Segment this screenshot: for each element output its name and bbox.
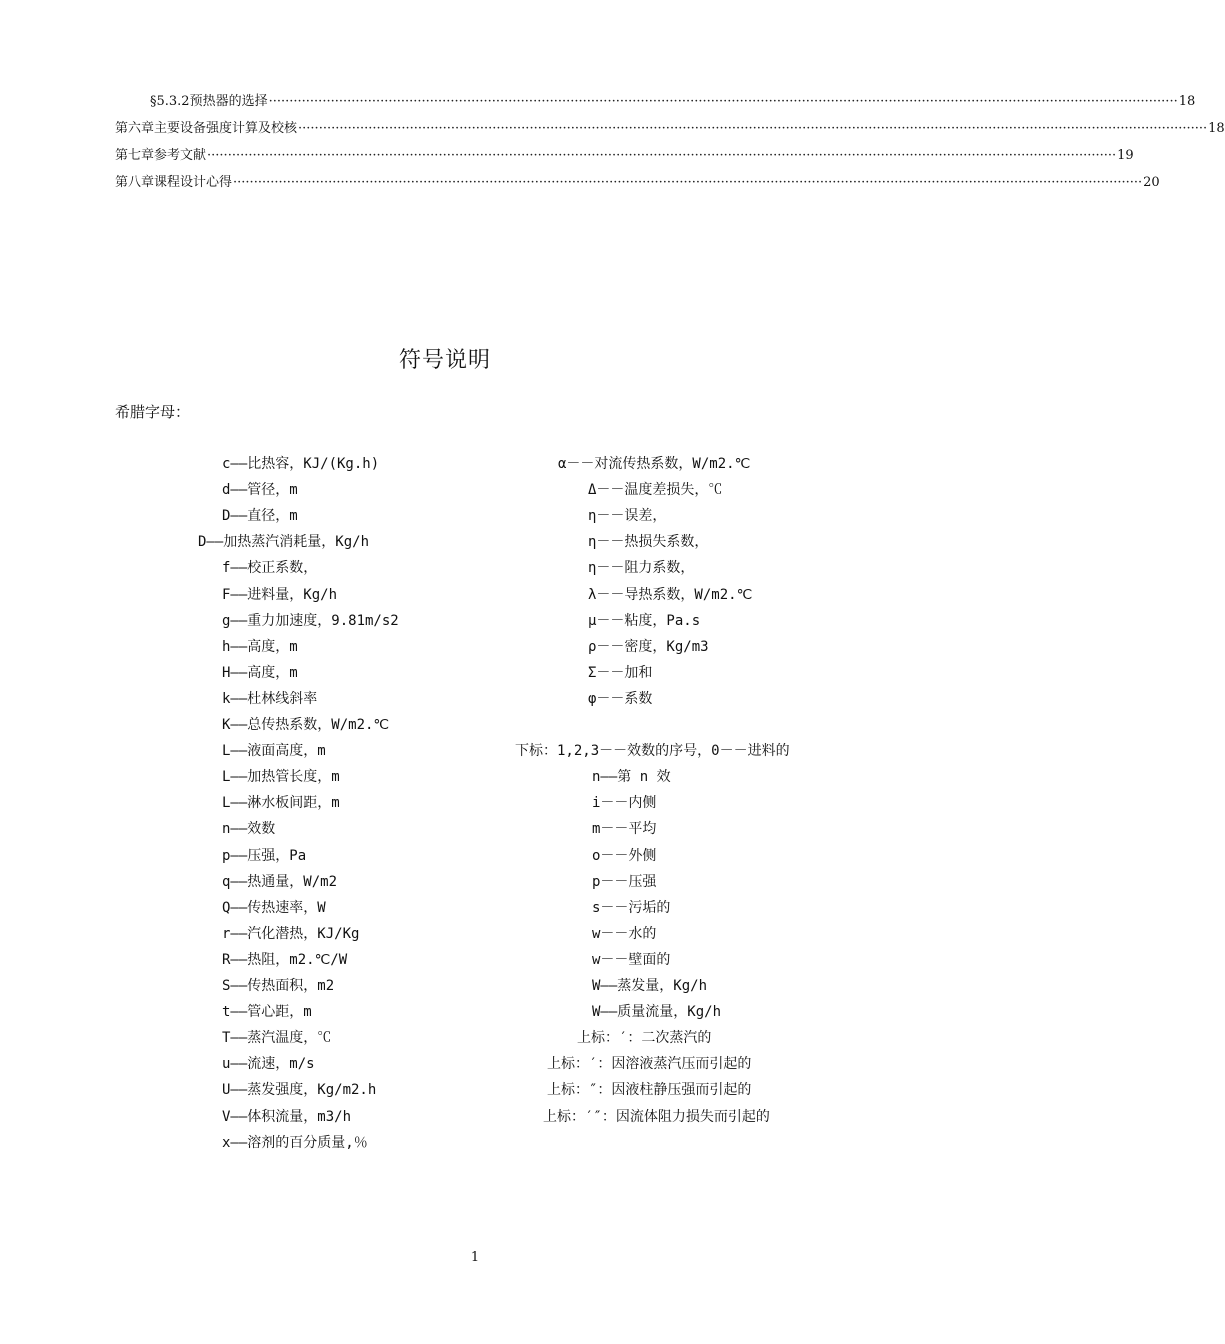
- toc-entry[interactable]: [115, 146, 1134, 173]
- subscript-definition: W——蒸发量，Kg/h: [592, 978, 708, 994]
- symbol-definition: D——加热蒸汽消耗量，Kg/h: [198, 534, 370, 551]
- symbol-definition: h——高度，m: [222, 638, 298, 655]
- toc-entry[interactable]: [115, 173, 1160, 200]
- subscript-definition: s－－污垢的: [592, 899, 671, 916]
- subscript-definition: n——第 n 效: [592, 769, 671, 786]
- greek-symbol-definition: η－－热损失系数，: [588, 534, 709, 551]
- symbol-definition: n——效数: [222, 821, 276, 838]
- symbol-definition: k——杜林线斜率: [222, 690, 318, 707]
- toc-entry[interactable]: [115, 92, 1196, 119]
- toc-leader-dots: ····························································································································································································································: [233, 175, 1143, 190]
- superscript-definition: 上标：′″：因流体阻力损失而引起的: [543, 1108, 770, 1125]
- symbol-definition: u——流速，m/s: [222, 1056, 315, 1073]
- greek-symbol-definition: α－－对流传热系数，W/m2.℃: [558, 456, 751, 472]
- toc-entry-number: §5.3.2: [150, 94, 190, 109]
- subscript-definition: w－－水的: [592, 925, 657, 942]
- symbol-definition: T——蒸汽温度，℃: [222, 1030, 332, 1047]
- toc-entry-number: 第六章: [115, 121, 155, 136]
- page-number: 1: [470, 1250, 480, 1265]
- toc-entry-title: 主要设备强度计算及校核: [154, 121, 298, 136]
- toc-leader-dots: ····························································································································································································································: [298, 121, 1208, 136]
- symbol-definition: q——热通量，W/m2: [222, 873, 338, 890]
- subscript-definition: p－－压强: [592, 873, 657, 890]
- symbol-definition: g——重力加速度，9.81m/s2: [222, 612, 399, 629]
- greek-symbol-definition: φ－－系数: [588, 690, 653, 707]
- symbol-definition: L——液面高度，m: [222, 743, 326, 760]
- toc-entry-page: 20: [1143, 175, 1160, 190]
- symbol-definition: c——比热容，KJ/(Kg.h): [222, 456, 380, 472]
- symbol-definition: Q——传热速率，W: [222, 899, 326, 916]
- subscript-definition: m－－平均: [592, 821, 657, 838]
- table-of-contents: [115, 92, 1225, 200]
- subscript-definition: i－－内侧: [592, 795, 657, 812]
- symbol-definition: F——进料量，Kg/h: [222, 586, 338, 603]
- toc-leader-dots: ····························································································································································································································: [207, 148, 1117, 163]
- toc-entry-number: 第七章: [115, 148, 155, 163]
- greek-symbol-definition: η－－误差，: [588, 508, 667, 525]
- symbol-definition: R——热阻，m2.℃/W: [222, 951, 348, 968]
- toc-leader-dots: ····························································································································································································································: [268, 94, 1178, 109]
- greek-symbol-definition: Δ－－温度差损失，℃: [588, 482, 723, 499]
- toc-entry-page: 18: [1208, 121, 1225, 136]
- symbol-definition: f——校正系数，: [222, 560, 318, 577]
- subscript-definition: W——质量流量，Kg/h: [592, 1004, 722, 1021]
- superscript-definition: 上标：″：因液柱静压强而引起的: [547, 1082, 752, 1099]
- toc-entry-title: 参考文献: [154, 148, 207, 163]
- symbol-definition: U——蒸发强度，Kg/m2.h: [222, 1082, 377, 1099]
- greek-symbol-definition: ρ－－密度，Kg/m3: [588, 638, 709, 655]
- symbol-definition: S——传热面积，m2: [222, 978, 335, 994]
- symbol-definition: H——高度，m: [222, 664, 298, 681]
- toc-entry-page: 18: [1178, 94, 1196, 109]
- symbol-definition: L——淋水板间距，m: [222, 795, 340, 812]
- symbol-definition: L——加热管长度，m: [222, 769, 340, 786]
- superscript-definition: 上标：′：二次蒸汽的: [577, 1030, 712, 1047]
- subscript-definition: w－－壁面的: [592, 951, 671, 968]
- symbol-definition: t——管心距，m: [222, 1004, 312, 1021]
- subscript-definition: o－－外侧: [592, 847, 657, 864]
- toc-entry[interactable]: [115, 119, 1225, 146]
- symbol-definition: r——汽化潜热，KJ/Kg: [222, 925, 360, 942]
- symbol-definition: x——溶剂的百分质量,％: [222, 1134, 368, 1151]
- superscript-definition: 上标：′：因溶液蒸汽压而引起的: [547, 1056, 752, 1073]
- greek-symbol-definition: μ－－粘度，Pa.s: [588, 612, 701, 629]
- greek-symbol-definition: Σ－－加和: [588, 664, 653, 681]
- page-title: 符号说明: [398, 348, 491, 373]
- toc-entry-number: 第八章: [115, 175, 155, 190]
- symbol-definition: K——总传热系数，W/m2.℃: [222, 717, 390, 733]
- symbol-definition: D——直径，m: [222, 508, 298, 525]
- toc-entry-title: 预热器的选择: [189, 94, 268, 109]
- symbol-definition: V——体积流量，m3/h: [222, 1108, 352, 1125]
- greek-symbol-definition: λ－－导热系数，W/m2.℃: [588, 586, 753, 603]
- symbol-definition: d——管径，m: [222, 482, 298, 499]
- toc-entry-title: 课程设计心得: [154, 175, 233, 190]
- section-subheading: 希腊字母：: [115, 403, 191, 421]
- symbol-definition: p——压强，Pa: [222, 847, 307, 864]
- subscript-header: 下标：1,2,3－－效数的序号，0－－进料的: [515, 743, 790, 760]
- toc-entry-page: 19: [1117, 148, 1134, 163]
- greek-symbol-definition: η－－阻力系数，: [588, 560, 695, 577]
